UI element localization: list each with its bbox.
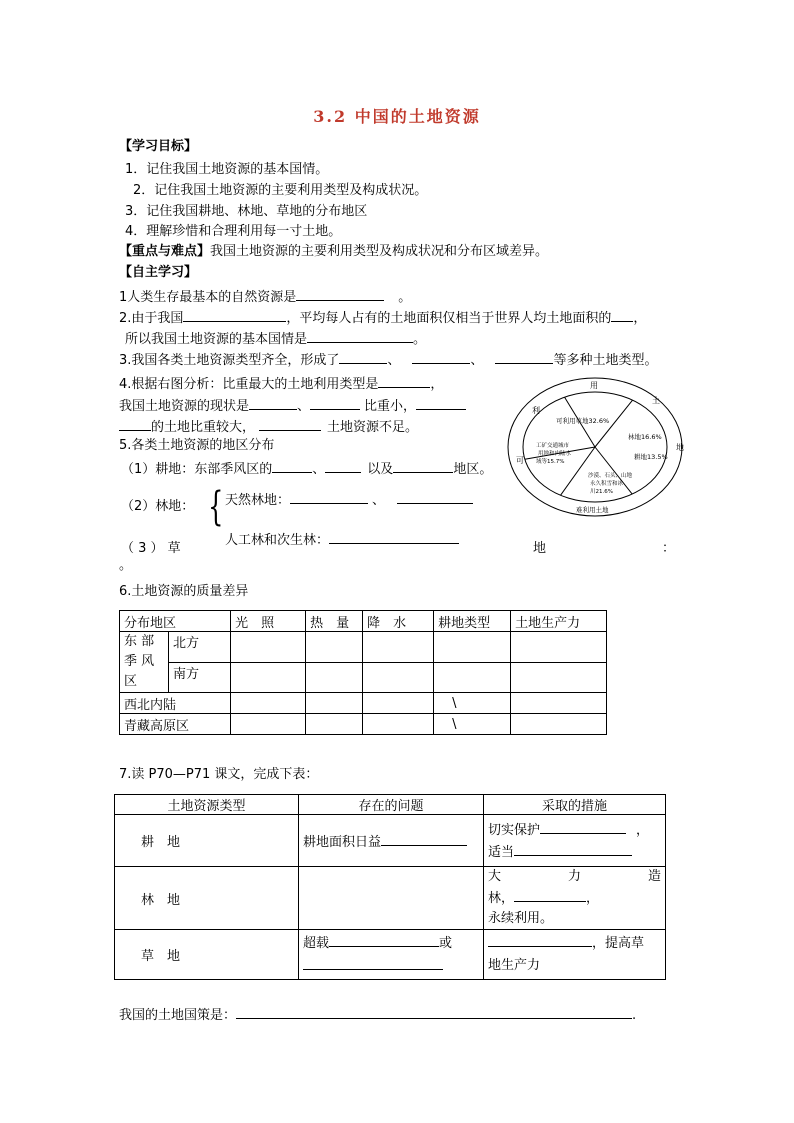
type-farmland: 耕 地 [115,815,299,867]
goal-item: 4．理解珍惜和合理利用每一寸土地。 [125,224,342,239]
pie-hard-label: 难利用土地 [576,506,609,514]
answer-blank[interactable] [249,395,297,410]
answer-blank[interactable] [339,349,387,364]
table-cell[interactable] [306,714,363,735]
goal-item: 1．记住我国土地资源的基本国情。 [125,162,329,177]
planted-forest [225,529,459,550]
north-cell: 北方 [169,632,231,663]
question-2-line2 [125,328,426,349]
table-row [120,714,607,735]
type-grass: 草 地 [115,930,299,980]
problem-or: 或 [439,935,453,951]
planted-forest-label: 人工林和次生林： [225,533,330,548]
goals-heading: 【学习目标】 [119,139,198,154]
measure-text: 林， [488,891,515,906]
answer-blank[interactable] [381,831,467,846]
question-2-line2-text: 所以我国土地资源的基本国情是 [125,332,308,347]
answer-blank[interactable] [495,349,553,364]
question-4-line1 [119,373,443,394]
answer-blank[interactable] [296,286,384,301]
self-study-heading: 【自主学习】 [119,265,198,280]
answer-blank[interactable] [307,328,413,343]
problem-text: 耕地面积日益 [303,835,382,850]
answer-blank[interactable] [397,489,473,504]
grass-di: 地 [533,541,547,556]
measure-end: ， [586,891,600,906]
question-4-line2-mid: 比重小， [364,399,417,414]
table-cell[interactable] [231,662,306,693]
question-5-heading: 5.各类土地资源的地区分布 [119,438,275,453]
key-points [119,243,548,261]
type-forest: 林 地 [115,867,299,930]
table-cell[interactable] [363,632,434,663]
pie-slice-desert-2: 永久积雪和冰 [590,481,624,487]
question-6-heading: 6.土地资源的质量差异 [119,584,249,599]
table-header: 耕地类型 [434,611,511,632]
table-cell[interactable] [363,714,434,735]
answer-blank[interactable] [325,458,361,473]
natural-forest-label: 天然林地： [225,493,291,508]
backslash-cell: \ [434,693,511,714]
table-row [115,867,666,930]
measure-text: 适当 [488,844,515,860]
problem-grass [299,930,484,980]
question-2-end: ， [633,311,647,326]
question-4-line2 [119,395,466,416]
pie-slice-urban-2: 用地和内陆水 [538,451,572,457]
measure-char: 力 [567,869,581,884]
separator: 、 [372,493,386,508]
table-row [115,930,666,980]
east-label-line: 季 风 [124,654,155,669]
table-header-row [115,795,666,815]
answer-blank[interactable] [329,932,439,947]
answer-blank[interactable] [412,349,470,364]
table-row [115,815,666,867]
answer-blank[interactable] [393,458,453,473]
backslash-cell: \ [434,714,511,735]
table-cell[interactable] [306,632,363,663]
east-label-line: 区 [124,674,138,689]
problem-line [303,932,479,955]
question-2-line2-end: 。 [413,332,427,347]
answer-blank[interactable] [611,307,633,322]
table-cell[interactable] [363,662,434,693]
measure-line [488,867,661,887]
east-label-line: 东 部 [124,634,155,649]
answer-blank[interactable] [514,841,632,856]
measure-end: ， [636,822,650,838]
measure-char: 造 [647,869,661,884]
question-4-line3-mid: 的土地比重较大， [151,420,256,435]
grass-colon: ： [662,541,676,556]
measure-line [488,841,661,863]
answer-blank[interactable] [378,373,430,388]
question-1-end: 。 [398,290,412,305]
question-4-line3 [119,416,418,437]
key-points-label: 【重点与难点】 [119,244,211,259]
separator: 、 [297,399,311,414]
measure-line [488,932,661,955]
pie-slice-urban-3: 域等15.7% [536,459,565,465]
question-2 [119,307,646,328]
table-header: 热 量 [306,611,363,632]
separator: 、 [387,353,401,368]
answer-blank[interactable] [290,489,368,504]
pie-label-di: 地 [676,443,684,452]
table-cell[interactable] [231,693,306,714]
table-cell[interactable] [231,714,306,735]
table-cell[interactable] [511,693,607,714]
question-3-end: 等多种土地类型。 [553,353,658,368]
measure-line: 永续利用。 [488,911,554,926]
question-2-prefix: 2.由于我国 [119,311,184,326]
brace-symbol: { [208,484,224,530]
measure-line [488,887,661,909]
quality-table [119,610,607,735]
problem-farmland [299,815,484,867]
table-cell[interactable] [231,632,306,663]
pie-slice-grass: 可利用草地32.6% [556,417,610,425]
question-4-line3-end: 土地资源不足。 [327,420,419,435]
farmland-text: （1）耕地：东部季风区的 [121,462,273,477]
answer-blank[interactable] [183,307,286,322]
pie-label-tu: 土 [652,396,660,405]
pie-slice-desert-3: 川21.6% [590,489,613,495]
table-row [120,632,607,663]
measure-end: ，提高草 [592,936,645,951]
table-cell[interactable] [511,714,607,735]
measure-forest [484,867,666,930]
pie-slice-desert-1: 沙漠、石头、山地 [588,473,633,479]
pie-slice-urban-1: 工矿交通城市 [536,443,570,449]
table-row [120,693,607,714]
answer-blank[interactable] [329,529,459,544]
page-title: 3.2 中国的土地资源 [313,107,481,126]
table-cell[interactable] [306,693,363,714]
question-4-line2-text: 我国土地资源的现状是 [119,399,250,414]
tibet-cell: 青藏高原区 [120,714,231,735]
northwest-cell: 西北内陆 [120,693,231,714]
table-header: 光 照 [231,611,306,632]
table-header: 存在的问题 [299,795,484,815]
separator: 、 [470,353,484,368]
answer-blank[interactable] [540,819,626,834]
south-cell: 南方 [169,662,231,693]
measure-farmland [484,815,666,867]
answer-blank[interactable] [272,458,312,473]
table-header: 降 水 [363,611,434,632]
question-4-text: 4.根据右图分析：比重最大的土地利用类型是 [119,377,379,392]
farmland-mid: 以及 [367,462,394,477]
answer-blank[interactable] [310,395,360,410]
grass-label: （ 3 ） 草 [121,541,181,556]
natural-forest [225,489,473,510]
answer-blank[interactable] [259,416,321,431]
question-3 [119,349,657,370]
answer-blank[interactable] [119,416,151,431]
table-header: 土地资源类型 [115,795,299,815]
pie-slice-forest: 林地16.6% [628,433,662,441]
problem-line [303,955,479,978]
answer-blank[interactable] [416,395,466,410]
table-header: 分布地区 [120,611,231,632]
table-cell[interactable] [363,693,434,714]
pie-label-ke: 可 [516,456,524,465]
question-5-farmland [121,458,492,479]
question-1-text: 1人类生存最基本的自然资源是 [119,290,297,305]
problem-text: 超载 [303,935,330,951]
policy-end: . [632,1008,637,1023]
problem-forest[interactable] [299,867,484,930]
policy-line [119,1004,636,1025]
land-use-pie-chart [506,375,684,517]
farmland-end: 地区。 [453,462,493,477]
table-cell[interactable] [434,662,511,693]
grass-period: 。 [119,558,133,573]
answer-blank[interactable] [514,887,586,902]
goal-item: 2．记住我国土地资源的主要利用类型及构成状况。 [133,183,428,198]
forest-label: （2）林地： [121,499,195,514]
question-7-heading: 7.读 P70—P71 课文，完成下表： [119,767,319,782]
measure-line: 地生产力 [488,958,541,973]
measure-grass [484,930,666,980]
question-4-line1-end: ， [430,377,444,392]
table-header: 土地生产力 [511,611,607,632]
measures-table [114,794,666,980]
policy-label: 我国的土地国策是： [119,1008,237,1023]
table-header-row [120,611,607,632]
measure-char: 大 [488,869,502,884]
table-cell[interactable] [511,662,607,693]
answer-blank[interactable] [303,955,443,970]
key-points-text: 我国土地资源的主要利用类型及构成状况和分布区域差异。 [210,244,549,259]
pie-label-left: 利 [532,406,540,415]
answer-blank[interactable] [488,932,592,947]
separator: 、 [312,462,326,477]
answer-blank[interactable] [236,1004,632,1019]
table-row [120,662,607,693]
question-2-middle: ，平均每人占有的土地面积仅相当于世界人均土地面积的 [286,311,612,326]
question-3-text: 3.我国各类土地资源类型齐全，形成了 [119,353,340,368]
table-cell[interactable] [511,632,607,663]
measure-text: 切实保护 [488,822,541,838]
goal-item: 3．记住我国耕地、林地、草地的分布地区 [125,204,368,219]
table-cell[interactable] [306,662,363,693]
pie-label-top: 用 [590,381,598,390]
measure-line [488,819,661,841]
table-cell[interactable] [434,632,511,663]
pie-slice-farm: 耕地13.5% [634,453,668,461]
question-1 [119,286,411,307]
east-monsoon-cell [120,632,169,693]
table-header: 采取的措施 [484,795,666,815]
